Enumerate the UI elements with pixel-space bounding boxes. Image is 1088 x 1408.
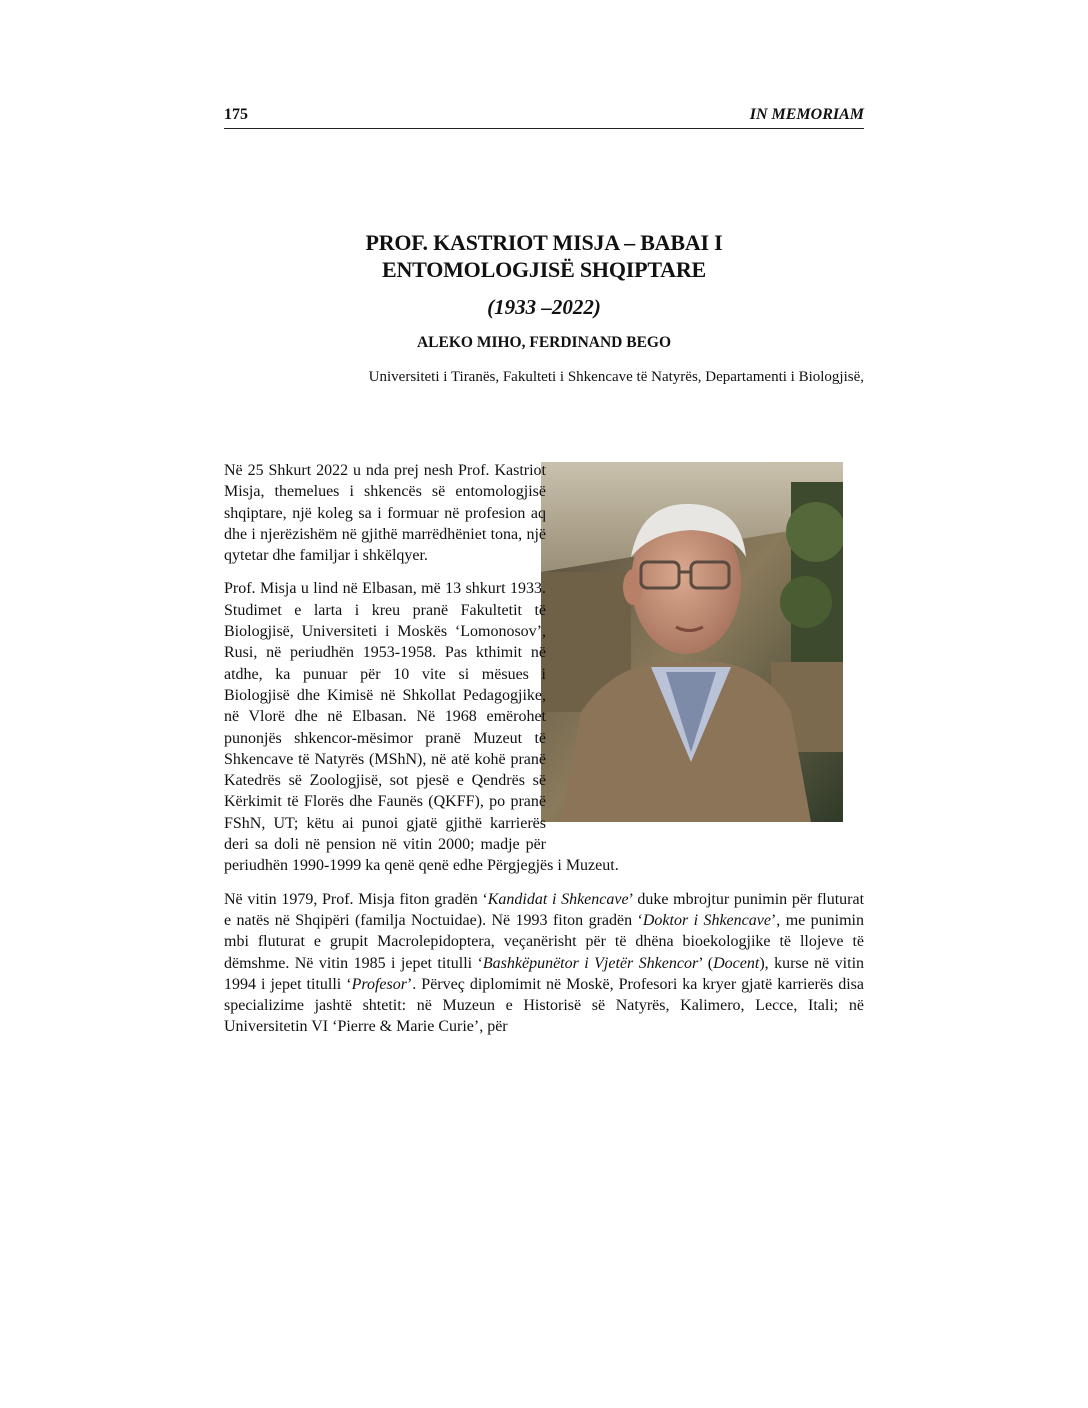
authors: ALEKO MIHO, FERDINAND BEGO	[416, 334, 672, 351]
page-number: 175	[224, 106, 248, 123]
p3-text-2: ’ duke mbrojtur punimin për fluturat e natës në Shqipëri (familja Noctuidae). Në 1993 fiton gradën ‘	[224, 890, 865, 929]
p3-text-1: Në vitin 1979, Prof. Misja fiton gradën ‘	[224, 890, 488, 908]
life-years: (1933 –2022)	[487, 295, 601, 319]
running-head	[224, 106, 864, 129]
title-line-2: ENTOMOLOGJISË SHQIPTARE	[381, 257, 707, 282]
affiliation: Universiteti i Tiranës, Fakulteti i Shkencave të Natyrës, Departamenti i Biologjisë,	[368, 369, 864, 385]
p3-italic-4: Docent	[713, 954, 760, 972]
p3-text-5: ), kurse në vitin 1994 i jepet titulli ‘	[224, 954, 865, 993]
article-body	[224, 460, 864, 1050]
paragraph-1: Në 25 Shkurt 2022 u nda prej nesh Prof. Kastriot Misja, themelues i shkencës së entomologjisë shqiptare, një koleg sa i formuar në profesion aq dhe i njerëzishëm në gjithë marrëdhëniet tona, një qytetar dhe familjar i shkëlqyer.	[224, 462, 546, 565]
section-name: IN MEMORIAM	[749, 106, 864, 123]
p3-text-6: ’. Përveç diplomimit në Moskë, Profesori ka kryer gjatë karrierës disa specializime jashtë shtetit: në Muzeun e Historisë së Natyrës, Kalimero, Lecce, Itali; në Universitetin VI ‘Pierre & Marie Curie’, për	[224, 975, 864, 1036]
p3-italic-3: Bashkëpunëtor i Vjetër Shkencor	[482, 954, 699, 972]
paragraph-3	[224, 889, 864, 1038]
p3-italic-1: Kandidat i Shkencave	[487, 890, 629, 908]
p3-text-4: ’ (	[698, 954, 714, 972]
title-line-1: PROF. KASTRIOT MISJA – BABAI I	[365, 230, 723, 255]
photo-wrap-spacer	[546, 460, 864, 842]
paragraph-2: Prof. Misja u lind në Elbasan, më 13 shkurt 1933. Studimet e larta i kreu pranë Fakultetit të Biologjisë, Universiteti i Moskës ‘Lomonosov’, Rusi, në periudhën 1953-1958. Pas kthimit në atdhe, ka punuar për 10 vite si mësues i Biologjisë dhe Kimisë në Shkollat Pedagogjike, në Vlorë dhe në Elbasan. Në 1968 emërohet punonjës shkencor-mësimor pranë Muzeut të Shkencave të Natyrës (MShN), në atë kohë pranë Katedrës së Zoologjisë, sot pjesë e Qendrës së Kërkimit të Florës dhe Faunës (QKFF), po pranë FShN, UT; këtu ai punoi gjatë gjithë karrierës deri sa doli në pension në vitin 2000; madje për periudhën 1990-1999 ka qenë qenë edhe Përgjegjës i Muzeut.	[224, 580, 619, 875]
p3-text-3: ’, me punimin mbi fluturat e grupit Macrolepidoptera, veçanërisht për të dhëna bioekologjike të llojeve të dëmshme. Në vitin 1985 i jepet titulli ‘	[224, 911, 865, 972]
article-title	[224, 229, 864, 283]
p3-italic-2: Doktor i Shkencave	[642, 911, 771, 929]
p3-italic-5: Profesor	[351, 975, 407, 993]
